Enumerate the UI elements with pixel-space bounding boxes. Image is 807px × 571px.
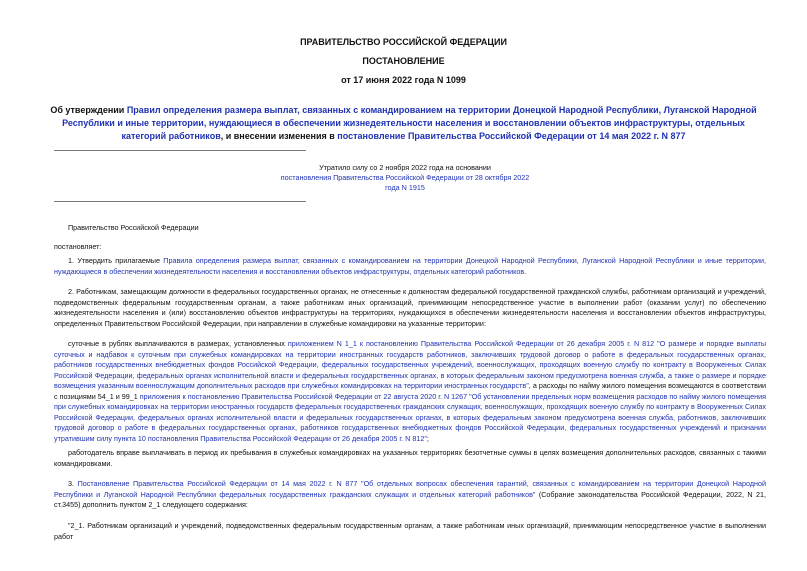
- paragraph-5: [54, 479, 766, 511]
- document-date: от 17 июня 2022 года N 1099: [341, 75, 466, 85]
- paragraph-5-link-877[interactable]: Постановление Правительства Российской Федерации от 14 мая 2022 г. N 877 "Об отдельных вопросах обеспечения гарантий, связанных с командированием на территории Донецкой Народной Республики и Луганской Народной Республики федеральных государственных гражданских служащих и отдельных категорий работников": [54, 479, 766, 499]
- title-text-1: Об утверждении: [50, 105, 127, 115]
- paragraph-3-end: ;: [426, 433, 429, 443]
- paragraph-6: "2_1. Работникам организаций и учреждений, подведомственных федеральным государственным органам, а также работникам иных организаций, принимающим непосредственное участие в выполнении работ: [54, 521, 766, 541]
- paragraph-1-text: 1. Утвердить прилагаемые: [68, 256, 164, 265]
- title-link-rules[interactable]: Правил определения размера выплат, связанных с командированием на территории Донецкой Народной Республики, Луганской Народной Республики и иные территории, нуждающиеся в обеспечении жизнедеятельности населения и восстановлении объектов инфраструктуры, отдельных категорий работников: [62, 105, 757, 141]
- title-text-2: , и внесении изменения в: [220, 131, 338, 141]
- body-government: Правительство Российской Федерации: [68, 223, 199, 232]
- document-title: [40, 104, 767, 143]
- paragraph-3-link-1267[interactable]: приложения к постановлению Правительства Российской Федерации от 22 августа 2020 г. N 1267 "Об установлении предельных норм возмещения расходов по найму жилого помещения при служебных командировках на территории иностранных государств федеральных государственных гражданских служащих, военнослужащих, проходящих военную службу по контракту в Вооруженных Силах Российской Федерации, федеральных органах исполнительной власти и федеральных государственных органах, в которых федеральным законом предусмотрена военная служба, работников, заключивших трудовой договор о работе в федеральных государственных органах, работников государственных внебюджетных фондов Российской Федерации, федеральных государственных учреждений и признании утратившим силу пункта 10 постановления Правительства Российской Федерации от 26 декабря 2005 г. N 812": [54, 391, 767, 443]
- paragraph-5-text-2: (Собрание законодательства Российской Федерации, 2022, N 21, ст.3455) дополнить пунктом 2_1 следующего содержания:: [54, 489, 766, 509]
- paragraph-4: работодатель вправе выплачивать в период их пребывания в служебных командировках на указанных территориях безотчетные суммы в целях возмещения дополнительных расходов, связанных с такими командировками.: [54, 448, 766, 468]
- paragraph-3-text-2: , а расходы по найму жилого помещения возмещаются в соответствии с позициями 54_1 и 99_1: [54, 381, 766, 401]
- divider-top: [54, 150, 306, 151]
- government-heading: ПРАВИТЕЛЬСТВО РОССИЙСКОЙ ФЕДЕРАЦИИ: [300, 37, 507, 47]
- divider-bottom: [54, 201, 306, 202]
- title-link-decree-877[interactable]: постановление Правительства Российской Федерации от 14 мая 2022 г. N 877: [337, 131, 686, 141]
- paragraph-3: [54, 339, 766, 444]
- repeal-note-link[interactable]: постановления Правительства Российской Федерации от 28 октября 2022 года N 1915: [280, 173, 530, 192]
- paragraph-5-text-1: 3.: [68, 479, 78, 488]
- paragraph-3-link-812[interactable]: приложением N 1_1 к постановлению Правительства Российской Федерации от 26 декабря 2005 г. N 812 "О размере и порядке выплаты суточных и надбавок к суточным при служебных командировках на территории иностранных государств работников, заключивших трудовой договор о работе в федеральных государственных органах, работников государственных внебюджетных фондов Российской Федерации, федеральных государственных учреждений, военнослужащих, проходящих военную службу по контракту в Вооруженных Силах Российской Федерации, федеральных органах исполнительной власти и федеральных государственных органах, в которых федеральным законом предусмотрена военная служба, а также о размере и порядке возмещения указанным военнослужащим дополнительных расходов при служебных командировках на территории иностранных государств": [54, 339, 767, 390]
- repeal-note: [280, 163, 530, 193]
- paragraph-1-link[interactable]: Правила определения размера выплат, связанных с командированием на территории Донецкой Народной Республики, Луганской Народной Республики и иные территории, нуждающиеся в обеспечении жизнедеятельности населения и восстановлении объектов инфраструктуры, отдельных категорий работников: [54, 256, 766, 276]
- body-decree-word: постановляет:: [54, 242, 102, 251]
- paragraph-1: [54, 256, 766, 277]
- document-type: ПОСТАНОВЛЕНИЕ: [362, 56, 445, 66]
- paragraph-3-text-1: суточные в рублях выплачиваются в размерах, установленных: [68, 339, 288, 348]
- repeal-note-text: Утратило силу со 2 ноября 2022 года на основании: [319, 163, 491, 172]
- paragraph-2: 2. Работникам, замещающим должности в федеральных государственных органах, не отнесенные к должностям федеральной государственной гражданской службы, работникам организаций и учреждений, подведомственных федеральным государственным органам, а также работникам иных организаций, принимающим непосредственное участие в выполнении работ (оказании услуг) по обеспечению жизнедеятельности населения и (или) восстановлению объектов инфраструктуры на территориях, нуждающихся в обеспечении жизнедеятельности населения и восстановлении объектов инфраструктуры, определенных Правительством Российской Федерации, при направлении в служебные командировки на указанные территории:: [54, 287, 766, 328]
- paragraph-1-end: .: [524, 266, 527, 276]
